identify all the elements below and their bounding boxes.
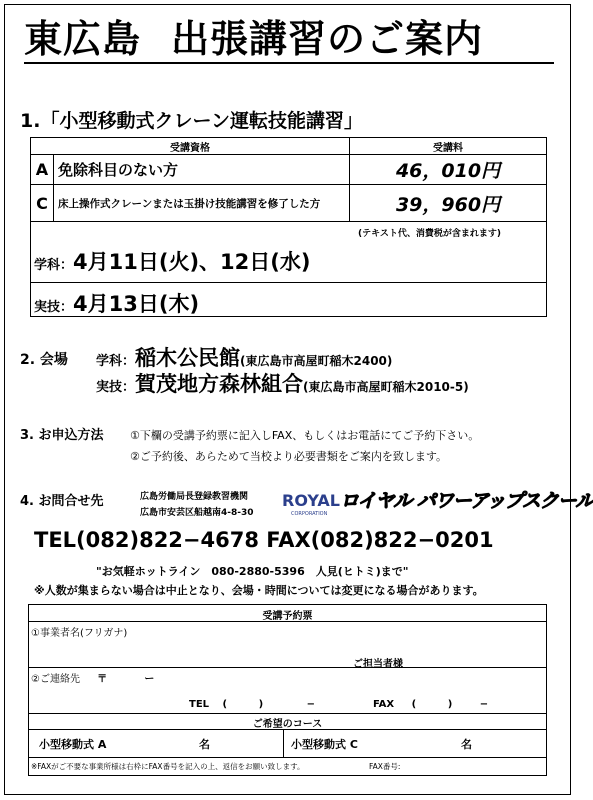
course-a-count[interactable] xyxy=(139,732,194,754)
title-underline xyxy=(24,62,554,64)
course-a-unit: 名 xyxy=(199,738,210,751)
company-field[interactable] xyxy=(31,635,331,665)
postal-mark: 〒 xyxy=(97,674,108,685)
royal-logo xyxy=(282,488,340,518)
row-code: A xyxy=(31,155,54,185)
venue-jitsugi-address: (東広島市高屋町稲木2010-5) xyxy=(303,380,469,394)
course-c-label: 小型移動式 C xyxy=(291,738,358,751)
form-title: 受講予約票 xyxy=(262,611,313,622)
jitsugi-line xyxy=(34,288,199,318)
school-name: ロイヤル パワーアップスクール xyxy=(340,490,593,512)
tel-fax: TEL(082)822−4678 FAX(082)822−0201 xyxy=(34,528,494,552)
fax-label: FAX xyxy=(373,699,395,710)
tel-dash: − xyxy=(306,699,316,710)
venue-gakka-name: 稲木公民館 xyxy=(135,346,241,370)
footer-note: ※FAXがご不要な事業所様は右枠にFAX番号を記入の上、返信をお願い致します。 xyxy=(31,762,305,771)
org-line1: 広島労働局長登録教習機関 xyxy=(140,492,249,502)
section1-heading: 1.「小型移動式クレーン運転技能講習」 xyxy=(20,110,364,132)
title-main: 出張講習のご案内 xyxy=(171,17,484,61)
col-qualification: 受講資格 xyxy=(31,138,350,155)
dates-divider xyxy=(30,282,547,283)
org-line2: 広島市安芸区船越南4-8-30 xyxy=(140,508,254,518)
page-title xyxy=(24,8,483,63)
gakka-line xyxy=(34,246,310,276)
col-fee: 受講料 xyxy=(350,138,547,155)
section4-heading: 4. お問合せ先 xyxy=(20,494,104,509)
course-a-label: 小型移動式 A xyxy=(39,738,107,751)
paren-open: ( xyxy=(222,699,228,710)
venue-gakka-address: (東広島市高屋町稲木2400) xyxy=(240,354,393,368)
tel-label: TEL xyxy=(189,699,210,710)
fax-dash: − xyxy=(479,699,489,710)
row-code: C xyxy=(31,185,54,222)
apply-line1: ①下欄の受講予約票に記入しFAX、もしくはお電話にてご予約下さい。 xyxy=(130,429,480,442)
fax-field[interactable] xyxy=(373,699,488,710)
fee-row-a xyxy=(31,155,547,185)
logo-sub: CORPORATION xyxy=(291,511,328,517)
gakka-dates: 4月11日(火)、12日(水) xyxy=(73,250,311,274)
change-notice: ※人数が集まらない場合は中止となり、会場・時間については変更になる場合があります。 xyxy=(34,584,484,597)
venue-jitsugi-label: 実技： xyxy=(96,380,136,395)
apply-line2: ②ご予約後、あらためて当校より必要書類をご案内を致します。 xyxy=(130,450,447,463)
course-c-unit: 名 xyxy=(461,738,472,751)
venue-gakka-label: 学科： xyxy=(96,354,136,369)
contact-line xyxy=(31,670,154,685)
fee-row-c xyxy=(31,185,547,222)
course-title: ご希望のコース xyxy=(252,719,323,730)
row-fee: 39，960円 xyxy=(350,185,547,222)
hotline: "お気軽ホットライン 080-2880-5396 人見(ヒトミ)まで" xyxy=(96,565,409,578)
company-label: ①事業者名(フリガナ) xyxy=(31,628,128,639)
fee-table xyxy=(30,137,547,222)
address-field[interactable] xyxy=(149,671,539,693)
row-fee: 46，010円 xyxy=(350,155,547,185)
tel-field[interactable] xyxy=(189,699,315,710)
fee-note: (テキスト代、消費税が含まれます) xyxy=(358,229,502,239)
section3-heading: 3. お申込方法 xyxy=(20,428,104,443)
postal-dash: ー xyxy=(144,674,155,685)
jitsugi-label: 実技： xyxy=(34,300,74,315)
row-desc: 床上操作式クレーンまたは玉掛け技能講習を修了した方 xyxy=(54,185,350,222)
paren-close: ) xyxy=(447,699,453,710)
gakka-label: 学科： xyxy=(34,258,74,273)
fax-no-field[interactable] xyxy=(409,759,539,773)
reservation-form xyxy=(28,604,547,776)
jitsugi-date: 4月13日(木) xyxy=(73,292,200,316)
title-location: 東広島 xyxy=(24,17,142,61)
fax-no-label: FAX番号: xyxy=(369,762,401,771)
course-c-count[interactable] xyxy=(399,732,454,754)
paren-close: ) xyxy=(258,699,264,710)
person-label: ご担当者様 xyxy=(353,659,403,670)
row-desc: 免除科目のない方 xyxy=(54,155,350,185)
section2-heading: 2. 会場 xyxy=(20,352,68,368)
contact-label: ②ご連絡先 xyxy=(31,674,80,685)
venue-jitsugi-name: 賀茂地方森林組合 xyxy=(135,372,304,396)
paren-open: ( xyxy=(411,699,417,710)
venue-jitsugi xyxy=(96,368,469,398)
logo-brand: ROYAL xyxy=(282,491,340,510)
